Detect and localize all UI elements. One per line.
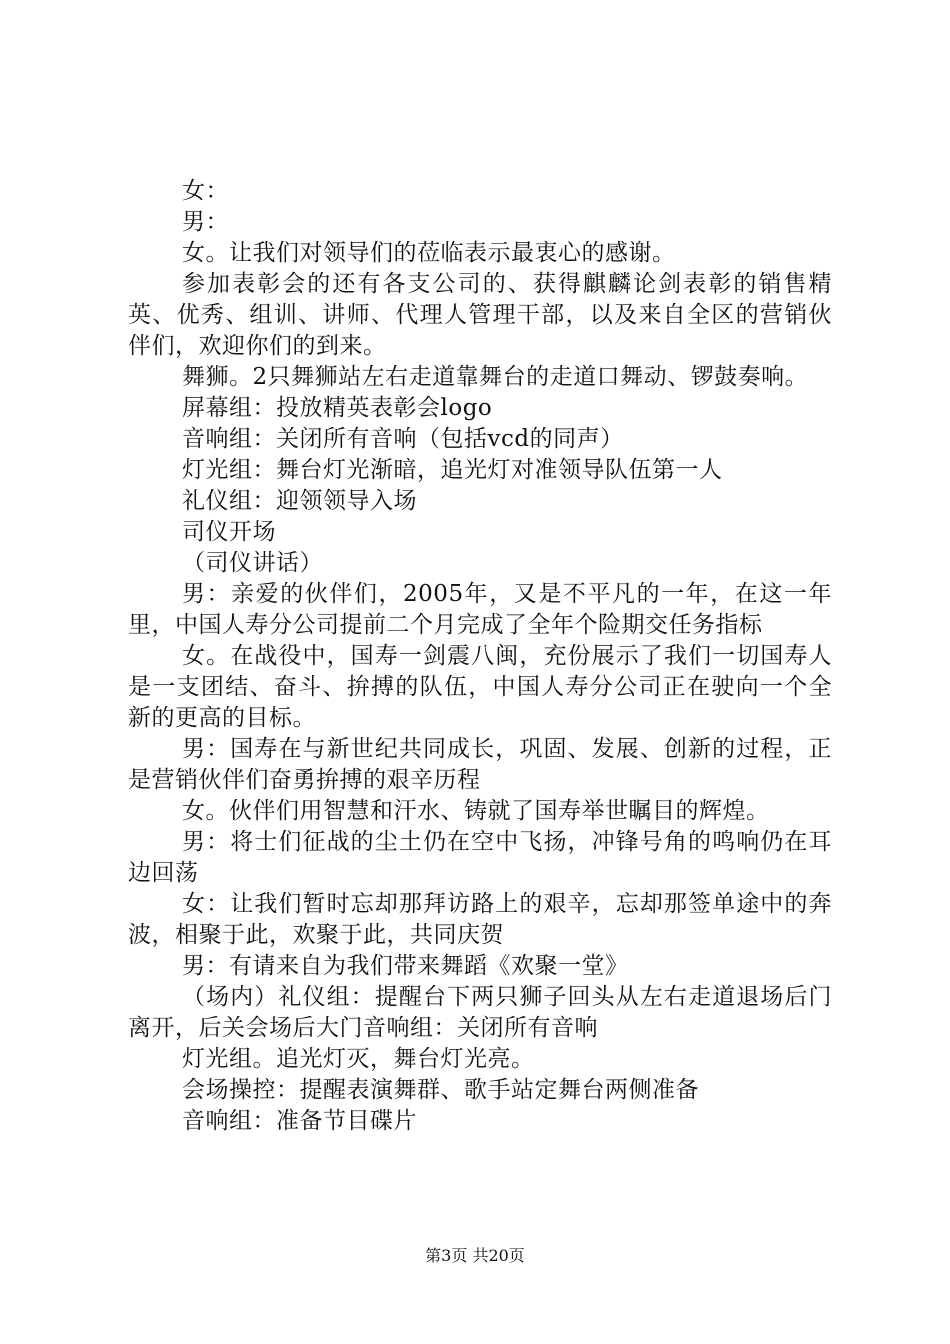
paragraph: 会场操控：提醒表演舞群、歌手站定舞台两侧准备	[182, 1077, 699, 1103]
paragraph: 女。在战役中，国寿一剑震八闽，充份展示了我们一切国寿人是一支团结、奋斗、拚搏的队伍，中国人寿分公司正在驶向一个全新的更高的目标。	[128, 643, 832, 731]
paragraph: 灯光组：舞台灯光渐暗，追光灯对准领导队伍第一人	[182, 457, 723, 483]
paragraph: 女。伙伴们用智慧和汗水、铸就了国寿举世瞩目的辉煌。	[182, 798, 770, 824]
page-number-footer: 第3页 共20页	[425, 1246, 525, 1265]
paragraph: 音响组：准备节目碟片	[182, 1108, 417, 1134]
paragraph: 男：有请来自为我们带来舞蹈《欢聚一堂》	[182, 953, 629, 979]
paragraph: 女：	[182, 178, 229, 204]
paragraph: （场内）礼仪组：提醒台下两只狮子回头从左右走道退场后门离开，后关会场后大门音响组：关闭所有音响	[128, 984, 832, 1041]
paragraph: 女。让我们对领导们的莅临表示最衷心的感谢。	[182, 240, 676, 266]
paragraph: 屏幕组：投放精英表彰会logo	[182, 395, 493, 421]
paragraph: 礼仪组：迎领领导入场	[182, 488, 417, 514]
paragraph: 灯光组。追光灯灭，舞台灯光亮。	[182, 1046, 535, 1072]
paragraph: 司仪开场	[182, 519, 276, 545]
paragraph: 男：将士们征战的尘土仍在空中飞扬，冲锋号角的鸣响仍在耳边回荡	[128, 829, 832, 886]
paragraph: 男：亲爱的伙伴们，2005年，又是不平凡的一年，在这一年里，中国人寿分公司提前二个月完成了全年个险期交任务指标	[128, 581, 832, 638]
paragraph: 男：	[182, 209, 229, 235]
paragraph: 男：国寿在与新世纪共同成长，巩固、发展、创新的过程，正是营销伙伴们奋勇拚搏的艰辛历程	[128, 736, 832, 793]
paragraph: 女：让我们暂时忘却那拜访路上的艰辛，忘却那签单途中的奔波，相聚于此，欢聚于此，共同庆贺	[128, 891, 832, 948]
paragraph: 舞狮。2只舞狮站左右走道靠舞台的走道口舞动、锣鼓奏响。	[182, 364, 809, 390]
paragraph: 音响组：关闭所有音响（包括vcd的同声）	[182, 426, 624, 452]
document-body	[128, 176, 832, 1137]
paragraph: 参加表彰会的还有各支公司的、获得麒麟论剑表彰的销售精英、优秀、组训、讲师、代理人管理干部，以及来自全区的营销伙伴们，欢迎你们的到来。	[128, 271, 832, 359]
paragraph: （司仪讲话）	[182, 550, 323, 576]
